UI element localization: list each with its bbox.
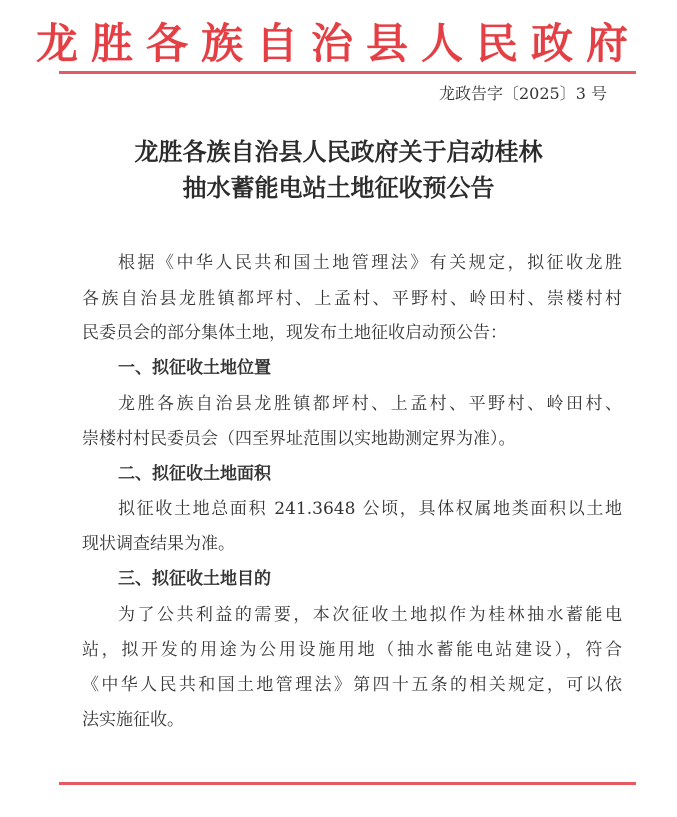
document-title-line-1: 龙胜各族自治县人民政府关于启动桂林 — [134, 137, 543, 166]
header-red-rule — [59, 71, 636, 74]
issuing-authority-title: 龙胜各族自治县人民政府 — [35, 19, 641, 68]
section-3-line-3: 《中华人民共和国土地管理法》第四十五条的相关规定，可以依 — [82, 675, 622, 695]
document-title-line-2: 抽水蓄能电站土地征收预公告 — [182, 173, 495, 202]
section-1-line-2: 崇楼村村民委员会（四至界址范围以实地勘测定界为准）。 — [82, 429, 516, 449]
intro-line-2: 各族自治县龙胜镇都坪村、上孟村、平野村、岭田村、崇楼村村 — [82, 289, 622, 309]
section-3-line-4: 法实施征收。 — [82, 710, 184, 730]
section-2-heading: 二、拟征收土地面积 — [118, 464, 271, 484]
section-3-line-1: 为了公共利益的需要，本次征收土地拟作为桂林抽水蓄能电 — [118, 605, 622, 625]
section-3-heading: 三、拟征收土地目的 — [118, 569, 271, 589]
section-1-heading: 一、拟征收土地位置 — [118, 358, 271, 378]
section-1-line-1: 龙胜各族自治县龙胜镇都坪村、上孟村、平野村、岭田村、 — [118, 394, 622, 414]
intro-line-3: 民委员会的部分集体土地，现发布土地征收启动预公告： — [82, 323, 507, 343]
section-2-line-2: 现状调查结果为准。 — [82, 534, 235, 554]
section-2-line-1: 拟征收土地总面积 241.3648 公顷，具体权属地类面积以土地 — [118, 499, 622, 519]
footer-red-rule — [59, 782, 636, 785]
section-3-line-2: 站，拟开发的用途为公用设施用地（抽水蓄能电站建设），符合 — [82, 640, 622, 660]
intro-line-1: 根据《中华人民共和国土地管理法》有关规定，拟征收龙胜 — [118, 253, 622, 273]
document-number: 龙政告字〔2025〕3 号 — [439, 84, 607, 103]
